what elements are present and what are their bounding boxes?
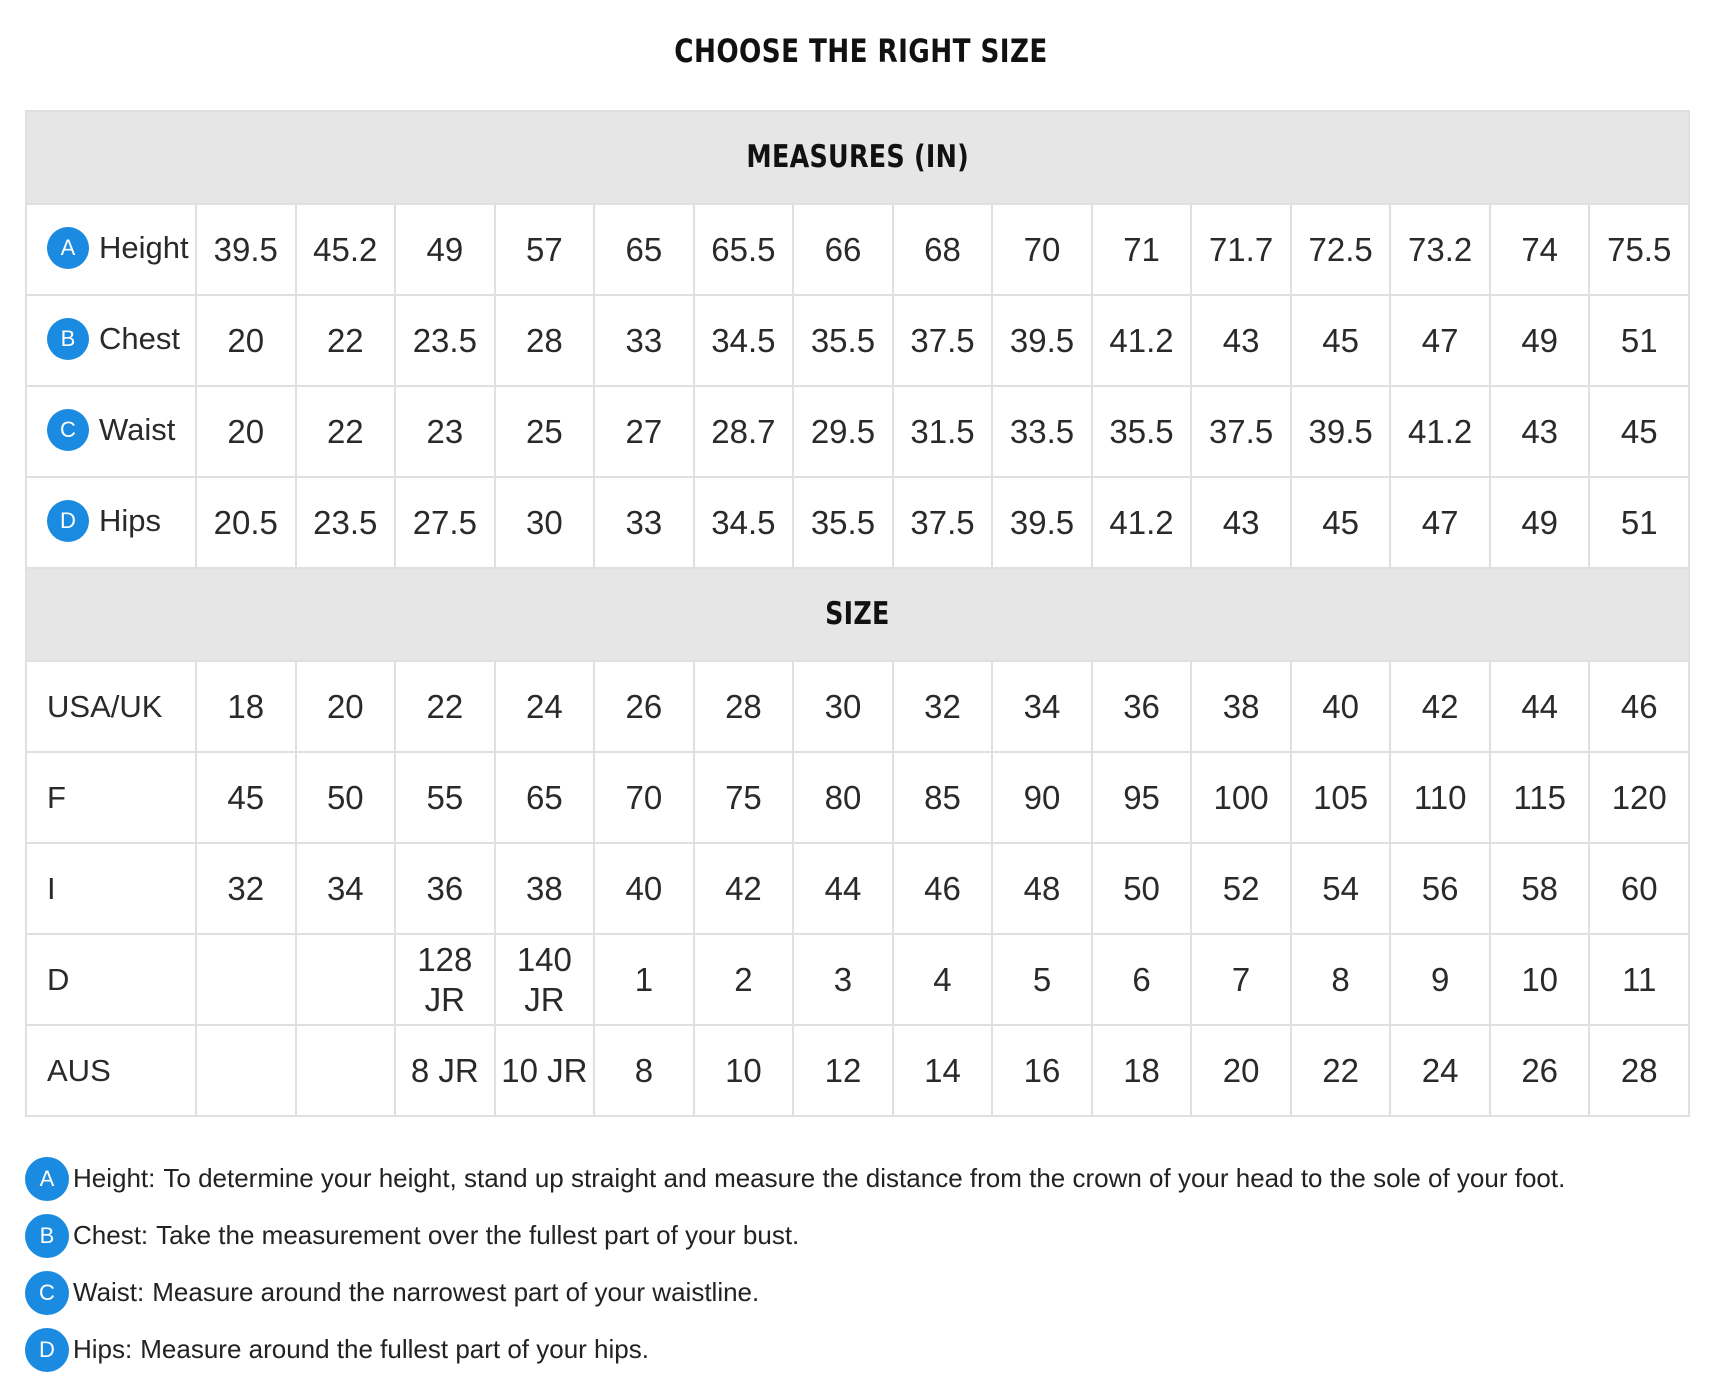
badge-c-icon: C (25, 1271, 69, 1315)
table-cell: 20 (296, 661, 396, 752)
table-cell: 60 (1589, 843, 1689, 934)
table-cell: 28 (1589, 1025, 1689, 1116)
table-cell: 68 (893, 204, 993, 295)
table-cell: 39.5 (992, 295, 1092, 386)
measure-row-hips (26, 477, 1689, 568)
measure-row-height (26, 204, 1689, 295)
table-cell: 20.5 (196, 477, 296, 568)
table-cell: 70 (992, 204, 1092, 295)
table-cell: 35.5 (793, 295, 893, 386)
table-cell: 18 (1092, 1025, 1192, 1116)
measures-header-row (26, 111, 1689, 204)
table-cell: 120 (1589, 752, 1689, 843)
table-cell: 49 (1490, 295, 1590, 386)
table-cell: 14 (893, 1025, 993, 1116)
table-cell: 55 (395, 752, 495, 843)
table-cell: 27 (594, 386, 694, 477)
size-row-d (26, 934, 1689, 1025)
legend-text: Take the measurement over the fullest part of your bust. (156, 1220, 800, 1250)
table-cell: 10 (694, 1025, 794, 1116)
table-cell: 42 (694, 843, 794, 934)
legend-item-waist (25, 1264, 1705, 1321)
row-label: I (26, 843, 196, 934)
table-cell: 41.2 (1092, 295, 1192, 386)
table-cell: 58 (1490, 843, 1590, 934)
table-cell: 49 (395, 204, 495, 295)
table-cell: 18 (196, 661, 296, 752)
legend-term: Waist: (73, 1277, 145, 1307)
table-cell: 34.5 (694, 477, 794, 568)
table-cell: 45 (1291, 477, 1391, 568)
page-title: CHOOSE THE RIGHT SIZE (674, 32, 1048, 70)
legend-text: To determine your height, stand up straight and measure the distance from the crown of your head to the sole of your foot. (163, 1163, 1566, 1193)
table-cell: 45 (1589, 386, 1689, 477)
table-cell: 34.5 (694, 295, 794, 386)
table-cell: 32 (196, 843, 296, 934)
legend-term: Chest: (73, 1220, 149, 1250)
table-cell: 85 (893, 752, 993, 843)
table-cell: 23.5 (296, 477, 396, 568)
table-cell: 49 (1490, 477, 1590, 568)
table-cell: 100 (1191, 752, 1291, 843)
table-cell: 35.5 (793, 477, 893, 568)
table-cell: 23.5 (395, 295, 495, 386)
table-cell: 34 (296, 843, 396, 934)
table-cell: 74 (1490, 204, 1590, 295)
table-cell: 51 (1589, 477, 1689, 568)
table-cell: 20 (196, 386, 296, 477)
table-cell: 28 (694, 661, 794, 752)
table-cell: 50 (296, 752, 396, 843)
badge-d-icon: D (25, 1328, 69, 1372)
table-cell (296, 1025, 396, 1116)
table-cell: 11 (1589, 934, 1689, 1025)
row-label: D (26, 934, 196, 1025)
measure-row-chest (26, 295, 1689, 386)
measure-row-waist (26, 386, 1689, 477)
size-row-i (26, 843, 1689, 934)
table-cell: 8 JR (395, 1025, 495, 1116)
table-cell: 57 (495, 204, 595, 295)
table-cell: 50 (1092, 843, 1192, 934)
row-label: F (26, 752, 196, 843)
table-cell: 128 JR (395, 934, 495, 1025)
table-cell: 40 (1291, 661, 1391, 752)
table-cell: 45 (196, 752, 296, 843)
badge-a-icon: A (47, 227, 89, 269)
table-cell: 54 (1291, 843, 1391, 934)
table-cell: 71 (1092, 204, 1192, 295)
table-cell: 22 (1291, 1025, 1391, 1116)
table-cell: 3 (793, 934, 893, 1025)
measurement-legend (25, 1150, 1705, 1378)
row-label: AUS (26, 1025, 196, 1116)
table-cell: 45.2 (296, 204, 396, 295)
table-cell: 26 (1490, 1025, 1590, 1116)
table-cell: 37.5 (893, 295, 993, 386)
legend-item-hips (25, 1321, 1705, 1378)
table-cell: 29.5 (793, 386, 893, 477)
table-cell (196, 1025, 296, 1116)
table-cell: 27.5 (395, 477, 495, 568)
table-cell: 20 (196, 295, 296, 386)
table-cell: 65 (594, 204, 694, 295)
table-cell: 43 (1191, 477, 1291, 568)
table-cell: 38 (495, 843, 595, 934)
table-cell: 6 (1092, 934, 1192, 1025)
table-cell: 41.2 (1092, 477, 1192, 568)
table-cell: 28.7 (694, 386, 794, 477)
table-cell: 30 (495, 477, 595, 568)
legend-text: Measure around the narrowest part of your waistline. (152, 1277, 760, 1307)
table-cell: 65 (495, 752, 595, 843)
table-cell: 44 (1490, 661, 1590, 752)
badge-b-icon: B (25, 1214, 69, 1258)
table-cell: 37.5 (893, 477, 993, 568)
table-cell: 28 (495, 295, 595, 386)
size-row-f (26, 752, 1689, 843)
table-cell: 32 (893, 661, 993, 752)
table-cell: 35.5 (1092, 386, 1192, 477)
table-cell: 110 (1390, 752, 1490, 843)
table-cell: 25 (495, 386, 595, 477)
table-cell: 47 (1390, 295, 1490, 386)
table-cell: 16 (992, 1025, 1092, 1116)
table-cell: 22 (395, 661, 495, 752)
size-chart-table (25, 110, 1690, 1117)
legend-item-height (25, 1150, 1705, 1207)
table-cell: 71.7 (1191, 204, 1291, 295)
table-cell: 65.5 (694, 204, 794, 295)
table-cell: 26 (594, 661, 694, 752)
table-cell: 39.5 (196, 204, 296, 295)
table-cell: 22 (296, 295, 396, 386)
table-cell: 46 (893, 843, 993, 934)
legend-term: Hips: (73, 1334, 133, 1364)
table-cell: 66 (793, 204, 893, 295)
table-cell: 7 (1191, 934, 1291, 1025)
table-cell: 24 (1390, 1025, 1490, 1116)
table-cell: 80 (793, 752, 893, 843)
table-cell: 105 (1291, 752, 1391, 843)
table-cell (296, 934, 396, 1025)
table-cell: 45 (1291, 295, 1391, 386)
table-cell: 75 (694, 752, 794, 843)
table-cell: 46 (1589, 661, 1689, 752)
table-cell: 12 (793, 1025, 893, 1116)
table-cell: 42 (1390, 661, 1490, 752)
row-label: C Waist (26, 386, 196, 477)
table-cell: 9 (1390, 934, 1490, 1025)
table-cell: 31.5 (893, 386, 993, 477)
table-cell: 37.5 (1191, 386, 1291, 477)
row-label: B Chest (26, 295, 196, 386)
table-cell: 51 (1589, 295, 1689, 386)
table-cell: 44 (793, 843, 893, 934)
measures-header: MEASURES (IN) (26, 111, 1689, 204)
table-cell: 43 (1191, 295, 1291, 386)
table-cell: 4 (893, 934, 993, 1025)
table-cell: 36 (395, 843, 495, 934)
table-cell: 43 (1490, 386, 1590, 477)
table-cell: 38 (1191, 661, 1291, 752)
row-label: A Height (26, 204, 196, 295)
badge-b-icon: B (47, 318, 89, 360)
row-label: D Hips (26, 477, 196, 568)
table-cell: 8 (1291, 934, 1391, 1025)
table-cell: 1 (594, 934, 694, 1025)
row-label: USA/UK (26, 661, 196, 752)
table-cell: 47 (1390, 477, 1490, 568)
table-cell: 22 (296, 386, 396, 477)
badge-a-icon: A (25, 1157, 69, 1201)
table-cell: 2 (694, 934, 794, 1025)
legend-item-chest (25, 1207, 1705, 1264)
table-cell: 36 (1092, 661, 1192, 752)
table-cell: 41.2 (1390, 386, 1490, 477)
table-cell: 23 (395, 386, 495, 477)
table-cell: 72.5 (1291, 204, 1391, 295)
badge-c-icon: C (47, 409, 89, 451)
size-row-usa-uk (26, 661, 1689, 752)
table-cell: 10 (1490, 934, 1590, 1025)
table-cell: 95 (1092, 752, 1192, 843)
table-cell: 10 JR (495, 1025, 595, 1116)
table-cell: 90 (992, 752, 1092, 843)
table-cell: 33 (594, 295, 694, 386)
size-header-row (26, 568, 1689, 661)
table-cell: 70 (594, 752, 694, 843)
badge-d-icon: D (47, 500, 89, 542)
table-cell: 73.2 (1390, 204, 1490, 295)
table-cell: 39.5 (1291, 386, 1391, 477)
table-cell: 33.5 (992, 386, 1092, 477)
table-cell: 8 (594, 1025, 694, 1116)
table-cell: 48 (992, 843, 1092, 934)
size-header: SIZE (26, 568, 1689, 661)
table-cell: 34 (992, 661, 1092, 752)
table-cell (196, 934, 296, 1025)
table-cell: 5 (992, 934, 1092, 1025)
table-cell: 140 JR (495, 934, 595, 1025)
legend-term: Height: (73, 1163, 156, 1193)
table-cell: 75.5 (1589, 204, 1689, 295)
table-cell: 30 (793, 661, 893, 752)
table-cell: 115 (1490, 752, 1590, 843)
size-row-aus (26, 1025, 1689, 1116)
table-cell: 20 (1191, 1025, 1291, 1116)
table-cell: 39.5 (992, 477, 1092, 568)
table-cell: 40 (594, 843, 694, 934)
table-cell: 33 (594, 477, 694, 568)
table-cell: 24 (495, 661, 595, 752)
table-cell: 56 (1390, 843, 1490, 934)
table-cell: 52 (1191, 843, 1291, 934)
legend-text: Measure around the fullest part of your hips. (140, 1334, 649, 1364)
